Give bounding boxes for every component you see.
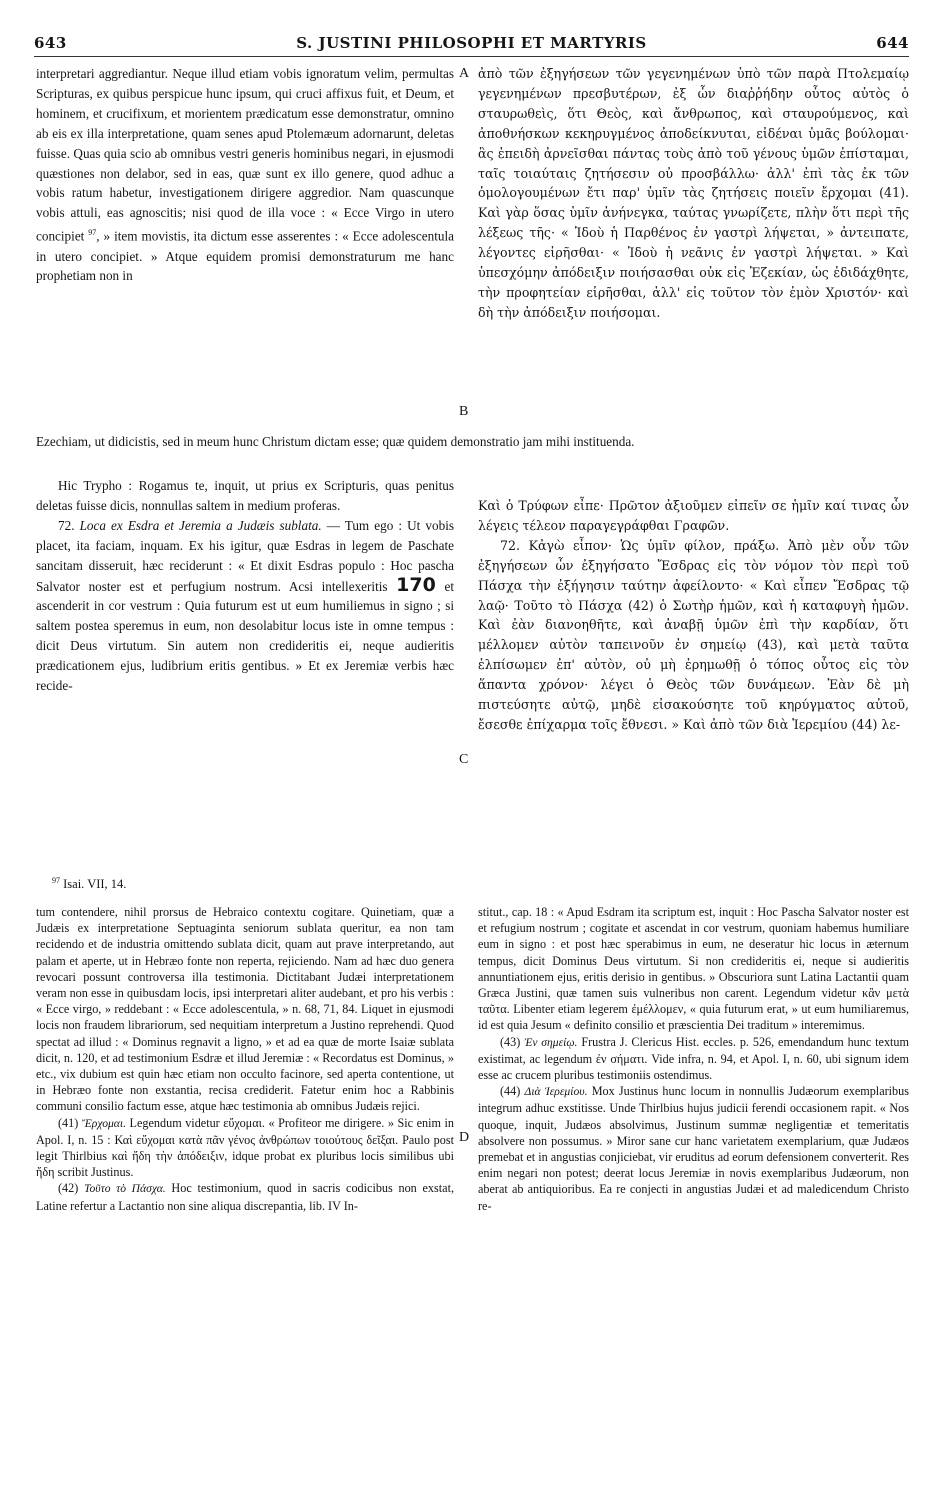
latin-column-mid [36, 476, 454, 862]
latin-text: interpretari aggrediantur. Neque illud etiam vobis ignoratum velim, permultas Scripturas, ex quibus perspicue hunc ipsum, qui cruci affixus fuit, et Deum, et hominem, et crucifixum, et morientem prædicatum esse demonstratur, omnino ab eis ex illa interpretatione, quam senes apud Ptolemæum adornarunt, deletas fuisse. Quas quia scio ab omnibus vestri generis hominibus negari, in ejusmodi quæstiones non delabor, sed in eas, quæ sunt ex illo genere, quod adhuc a vobis ratum habetur, investigationem dirigere aggredior. Nam quascunque vobis attuli, eas agnoscitis; nisi quod de illa voce : « Ecce Virgo in utero concipiet [36, 66, 454, 244]
note-number: (42) [58, 1181, 85, 1196]
section-title: Loca ex Esdra et Jeremia a Judæis sublata. [79, 517, 322, 533]
note-number: (43) [500, 1034, 525, 1049]
section-text-start: — Tum ego : Ut vobis placet, ita faciam, inquam. Ex his igitur, quæ Esdras in legem de Paschate sancitam disseruit, hæc reciderunt : « Et dixit Esdras populo : Hoc pascha Salvator noster est et perfugium nostrum. Acsi intellexeritis [36, 517, 454, 594]
margin-marker-b: B [459, 404, 469, 419]
page-header [34, 34, 909, 57]
note-text: Legendum videtur εὔχομαι. « Profiteor me dirigere. » Sic enim in Apol. I, n. 15 : Καὶ εὔχομαι κατὰ πᾶν γένος ἀνθρώπων τοιούτους δεῖξαι. Paulo post legit Thirlbius καὶ ἤδη τὴν ἀπόδειξιν, idque probat ex pluribus locis similibus ubi ἤδη scribit Justinus. [36, 1115, 454, 1180]
latin-text-end: , » item movistis, ita dictum esse asserentes : « Ecce adolescentula in utero concipiet. » Atque equidem promisi demonstraturum me hanc prophetiam non in [36, 228, 454, 284]
note-lemma: Ἐν σημείῳ. [524, 1035, 578, 1049]
note-number: (41) [58, 1115, 82, 1130]
page-marker: 170 [396, 573, 436, 596]
margin-marker-d: D [459, 1130, 470, 1145]
footnote-number: 97 [52, 876, 60, 885]
note-43 [478, 1034, 909, 1084]
note-paragraph: stitut., cap. 18 : « Apud Esdram ita scriptum est, inquit : Hoc Pascha Salvator noster est et refugium nostrum ; cogitate et ascendat in cor vestrum, quoniam habemus humiliare eum in signo : et post hæc sperabimus in eum, ne deseratur hic locus in æternum tempus, dicit Dominus Deus virtutum. Si non credideritis ei, neque si audieritis annuntiationem ejus, eritis derisio in gentibus. » Obscuriora sunt Latina Lactantii quam Græca Justini, quæ tamen suis vulneribus non carent. Legendum videtur κἂν μετὰ ταῦτα. Libenter etiam legerem ἐμέλλομεν, « quia futurum erat, » ut eum humiliaremus, id est quia Jesum « definito consilio et præscientia Dei traditum » interemimus. [478, 905, 909, 1033]
note-41 [36, 1115, 454, 1181]
trypho-paragraph: Hic Trypho : Rogamus te, inquit, ut prius ex Scripturis, quas penitus deletas fuisse dicis, nonnullas saltem in medium proferas. [36, 478, 454, 513]
note-number: (44) [500, 1084, 525, 1099]
latin-paragraph [36, 64, 454, 286]
running-title: S. JUSTINI PHILOSOPHI ET MARTYRIS [296, 34, 647, 52]
note-44 [478, 1083, 909, 1214]
greek-column-top [478, 64, 909, 434]
right-page-number: 644 [876, 34, 909, 52]
note-paragraph: tum contendere, nihil prorsus de Hebraico contextu cogitare. Quinetiam, quæ a Judæis ex interpretatione Septuaginta seniorum sublata queritur, ea non tam recidendo et de industria omittendo sublata dicit, quam aut prave interpretando, aut palam et aperte, ut in Hebræo fonte non reperta, rejiciendo. Nam ad hæc duo genera revocari possunt controversa illa testimonia. Dictitabant Judæi interpretationem veram non esse in quibusdam locis, ipsi interpretari aliter audebant, et pro his verbis : « Ecce virgo, » reddebant : « Ecce adolescentula, » n. 68, 71, 84. Liquet in ejusmodi locis non fraudem librariorum, sed nequitiam interpretum a Justino reprehendi. Quod spectat ad illud : « Dominus regnavit a ligno, » et ad ea quæ de morte Isaiæ sublata dicit, n. 120, et ad testimonium Esdræ et illud Jeremiæ : « Recordatus est Dominus, » etc., vix dubium est quin hæc etiam non occulto facinore, sed aperta contentione, ut in Hebræo fonte non exstantia, recisa crediderit. Fatetur enim hoc a Rabbinis communi consilio factum esse, atque hæc testimonia ab omnibus Judæis rejici. [36, 905, 454, 1114]
note-text: Hoc testimonium, quod in sacris codicibus non exstat, Latine refertur a Lactantio non sine aliqua discrepantia, lib. IV In- [36, 1181, 454, 1213]
greek-trypho-paragraph: Καὶ ὁ Τρύφων εἶπε· Πρῶτον ἀξιοῦμεν εἰπεῖν σε ἡμῖν καί τινας ὧν λέγεις τέλεον παραγεγράφθαι Γραφῶν. [478, 498, 909, 533]
note-lemma: Τοῦτο τὸ Πάσχα. [84, 1182, 166, 1196]
footnote-ref: 97 [88, 228, 97, 238]
section-text-rest: et ascenderit in cor vestrum : Quia futurum est ut eum humiliemus in signo ; si saltem postea speremus in eum, non desolabitur locus iste in omne tempus : dicit Deus virtutum. Sin autem non credideritis ei, neque audieritis prædicationem ejus, ludibrium eritis gentibus. » Et ex Jeremiæ verbis hæc recide- [36, 578, 454, 694]
notes-column-left [36, 904, 454, 1486]
left-page-number: 643 [34, 34, 67, 52]
note-text: Mox Justinus hunc locum in nonnullis Judæorum exemplaribus integrum adhuc exstitisse. Unde Thirlbius hujus judicii ferendi occasionem rapit. « Nos quoque, inquit, Judæos absolvimus, Justinum summæ negligentiæ et temeritatis absolvere non possumus. » Miror sane cur hanc varietatem exemplarium, quæ Judæos premebat et in angustias conjiciebat, vir eruditus ad eorum defensionem converterit. Res enim negari non potest; deerat locus Jeremiæ in novis exemplaribus Judæorum, non aberat ab antiquioribus. Ea re conjecti in angustias Judæi et ad maledicendum Christo re- [478, 1084, 909, 1213]
note-text: Frustra J. Clericus Hist. eccles. p. 526, emendandum hunc textum existimat, ac legendum ἐν σήματι. Vide infra, n. 94, et Apol. I, n. 60, ubi signum idem esse ac crucem pluribus testimoniis ostendimus. [478, 1034, 909, 1083]
section-72-paragraph [36, 516, 454, 696]
latin-column-top [36, 64, 454, 434]
latin-bridge-line: Ezechiam, ut didicistis, sed in meum hunc Christum dictam esse; quæ quidem demonstratio jam mihi instituenda. [36, 434, 635, 449]
section-number: 72. [58, 517, 75, 533]
note-lemma: Ἔρχομαι. [81, 1116, 127, 1130]
note-lemma: Διὰ Ἱερεμίου. [524, 1085, 588, 1099]
notes-column-right [478, 904, 909, 1486]
margin-marker-c: C [459, 752, 469, 767]
greek-section-72-paragraph: 72. Κἀγὼ εἶπον· Ὡς ὑμῖν φίλον, πράξω. Ἀπὸ μὲν οὖν τῶν ἐξηγήσεων ὧν ἐξηγήσατο Ἔσδρας εἰς τὸν νόμον τὸν περὶ τοῦ Πάσχα τὴν ἐξήγησιν ταύτην ἀφείλοντο· « Καὶ εἶπεν Ἔσδρας τῷ λαῷ· Τοῦτο τὸ Πάσχα (42) ὁ Σωτὴρ ἡμῶν, καὶ ἡ καταφυγὴ ἡμῶν. Καὶ ἐὰν διανοηθῆτε, καὶ ἀναβῇ ὑμῶν ἐπὶ τὴν καρδίαν, ὅτι μέλλομεν αὐτὸν ταπεινοῦν ἐν σημείῳ (43), καὶ μετὰ ταῦτα ἐλπίσωμεν ἐπ' αὐτὸν, οὐ μὴ ἐρημωθῇ ὁ τόπος οὗτος εἰς τὸν ἅπαντα χρόνον· λέγει ὁ Θεὸς τῶν δυνάμεων. Ἐὰν δὲ μὴ πιστεύσητε αὐτῷ, μηδὲ εἰσακούσητε τοῦ κηρύγματος αὐτοῦ, ἔσεσθε ἐπίχαρμα τοῖς ἔθνεσι. » Καὶ ἀπὸ τῶν διὰ Ἱερεμίου (44) λε- [478, 537, 909, 732]
greek-column-mid [478, 496, 909, 862]
footnote [52, 876, 126, 892]
greek-paragraph: ἀπὸ τῶν ἐξηγήσεων τῶν γεγενημένων ὑπὸ τῶν παρὰ Πτολεμαίῳ γεγενημένων πρεσβυτέρων, ἐξ ὧν διαῤῥήδην οὗτος αὐτὸς ὁ σταυρωθεὶς, ὅτι Θεὸς, καὶ ἄνθρωπος, καὶ σταυρούμενος, καὶ ἀποθνήσκων κεκηρυγμένος ἀποδείκνυται, εἰδέναι ὑμᾶς βούλομαι· ἃς ἐπειδὴ ἀρνεῖσθαι πάντας τοὺς ἀπὸ τοῦ γένους ὑμῶν ἐπίσταμαι, ταῖς τοιαύταις ζητήσεσιν οὐ προσβάλλω· ἀλλ' ἐπὶ τὰς ἐκ τῶν ὁμολογουμένων ἔτι παρ' ὑμῖν τὰς ζητήσεις ποιεῖν ἔρχομαι (41). Καὶ γὰρ ὅσας ὑμῖν ἀνήνεγκα, ταύτας γνωρίζετε, πλὴν ὅτι περὶ τῆς λέξεως τῆς· « Ἰδοὺ ἡ Παρθένος ἐν γαστρὶ λήψεται, » ἀντειπατε, λέγοντες εἰρῆσθαι· « Ἰδοὺ ἡ νεᾶνις ἐν γαστρὶ λήψεται. » Καὶ ὑπεσχόμην ἀπόδειξιν ποιήσασθαι οὐκ εἰς Ἐζεκίαν, ὡς ἐδιδάχθητε, τὴν προφητείαν εἰρῆσθαι, ἀλλ' εἰς τοῦτον τὸν ἐμὸν Χριστόν· καὶ δὴ τὴν ἀπόδειξιν ποιήσομαι. [478, 66, 909, 320]
note-42 [36, 1180, 454, 1213]
footnote-text: Isai. VII, 14. [63, 877, 127, 892]
margin-marker-a: A [459, 66, 470, 81]
